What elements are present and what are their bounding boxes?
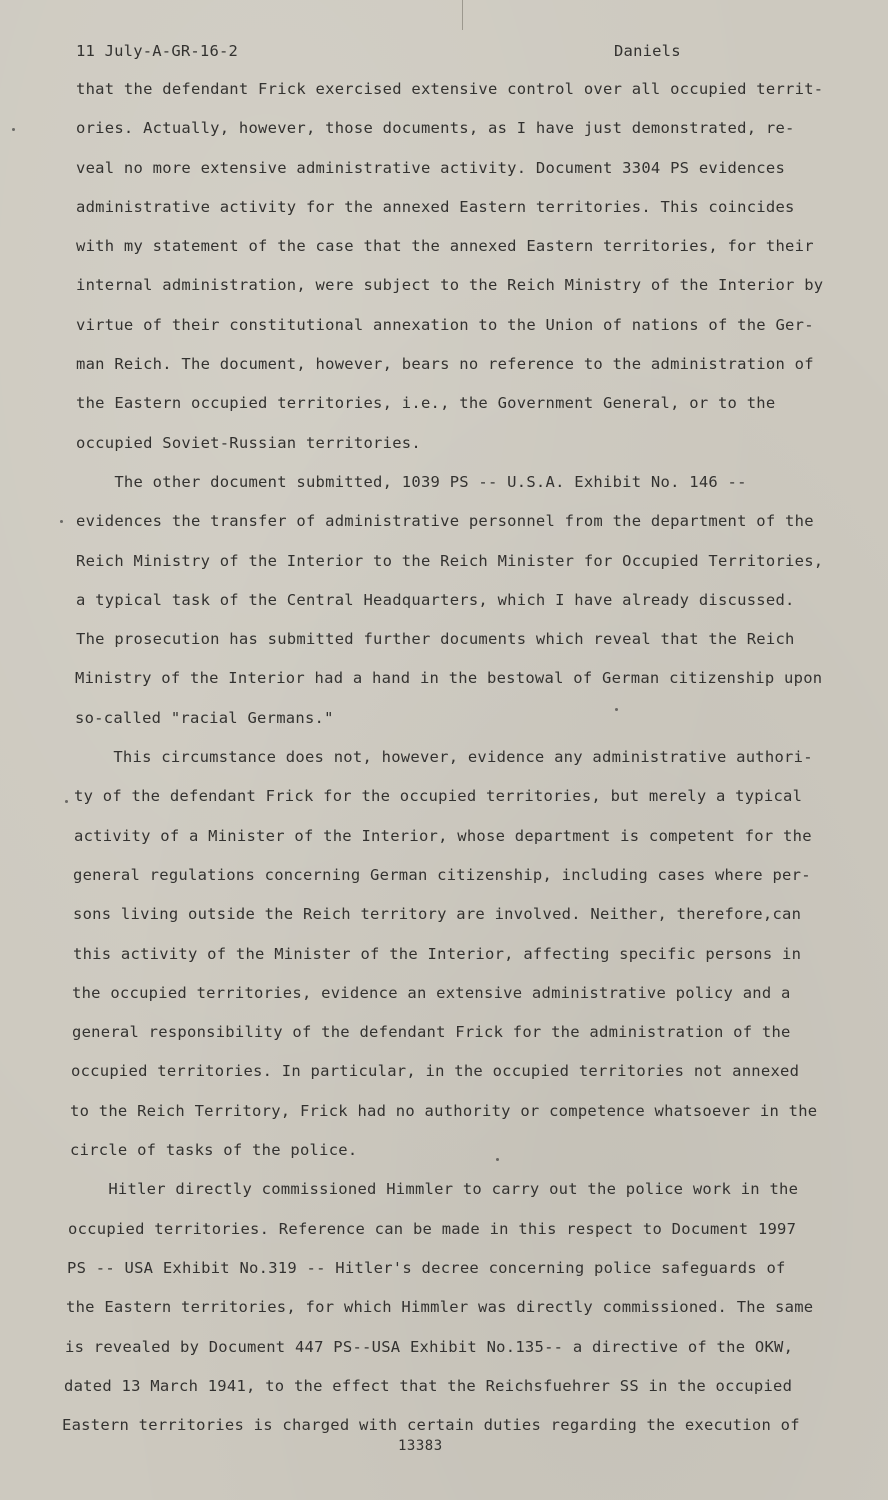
text-line: The prosecution has submitted further documents which reveal that the Reich [76, 630, 795, 649]
text-line: general regulations concerning German citizenship, including cases where per- [73, 865, 811, 884]
text-line: dated 13 March 1941, to the effect that the Reichsfuehrer SS in the occupied [64, 1376, 793, 1395]
text-line: general responsibility of the defendant Frick for the administration of the [72, 1023, 791, 1042]
text-line: This circumstance does not, however, evidence any administrative authori- [75, 748, 813, 767]
text-line: the Eastern territories, for which Himmler was directly commissioned. The same [66, 1298, 814, 1317]
text-line: ories. Actually, however, those documents, as I have just demonstrated, re- [76, 119, 795, 138]
text-line: the Eastern occupied territories, i.e., the Government General, or to the [76, 394, 776, 413]
paper-speck [496, 1158, 499, 1161]
text-line: man Reich. The document, however, bears no reference to the administration of [76, 355, 814, 374]
paper-speck [65, 800, 68, 803]
text-line: Eastern territories is charged with certain duties regarding the execution of [62, 1416, 800, 1435]
text-line: with my statement of the case that the annexed Eastern territories, for their [76, 237, 814, 256]
text-line: is revealed by Document 447 PS--USA Exhibit No.135-- a directive of the OKW, [65, 1337, 794, 1356]
text-line: occupied Soviet-Russian territories. [76, 433, 421, 452]
text-line: activity of a Minister of the Interior, whose department is competent for the [74, 826, 812, 845]
text-line: this activity of the Minister of the Interior, affecting specific persons in [73, 944, 802, 963]
text-line: ty of the defendant Frick for the occupied territories, but merely a typical [74, 787, 803, 806]
paper-speck [615, 708, 618, 711]
text-line: to the Reich Territory, Frick had no authority or competence whatsoever in the [70, 1101, 818, 1120]
text-line: that the defendant Frick exercised extensive control over all occupied territ- [76, 80, 824, 98]
text-line: a typical task of the Central Headquarters, which I have already discussed. [76, 590, 795, 609]
paper-speck [60, 520, 63, 523]
header-session-code: 11 July-A-GR-16-2 [76, 42, 239, 60]
header-speaker-name: Daniels [614, 42, 681, 60]
text-line: The other document submitted, 1039 PS -- U.S.A. Exhibit No. 146 -- [76, 472, 747, 491]
text-line: Hitler directly commissioned Himmler to carry out the police work in the [70, 1180, 799, 1199]
text-line: administrative activity for the annexed Eastern territories. This coincides [76, 197, 795, 216]
text-line: so-called "racial Germans." [75, 708, 334, 727]
text-line: occupied territories. In particular, in the occupied territories not annexed [71, 1062, 800, 1081]
text-line: Reich Ministry of the Interior to the Reich Minister for Occupied Territories, [76, 551, 824, 570]
text-line: evidences the transfer of administrative personnel from the department of the [76, 512, 814, 531]
paper-speck [12, 128, 15, 131]
text-line: veal no more extensive administrative activity. Document 3304 PS evidences [76, 158, 786, 177]
text-line: PS -- USA Exhibit No.319 -- Hitler's decree concerning police safeguards of [67, 1258, 786, 1277]
text-line: occupied territories. Reference can be made in this respect to Document 1997 [68, 1219, 797, 1238]
document-body [60, 70, 840, 1445]
text-line: sons living outside the Reich territory are involved. Neither, therefore,can [73, 905, 802, 924]
text-line: circle of tasks of the police. [70, 1141, 358, 1160]
page-header [76, 42, 686, 64]
text-line: internal administration, were subject to the Reich Ministry of the Interior by [76, 276, 824, 295]
page-number: 13383 [398, 1438, 443, 1454]
text-line: Ministry of the Interior had a hand in the bestowal of German citizenship upon [75, 669, 823, 688]
text-line: virtue of their constitutional annexation to the Union of nations of the Ger- [76, 315, 814, 334]
text-line: the occupied territories, evidence an extensive administrative policy and a [72, 983, 791, 1002]
page-fold-mark [462, 0, 463, 30]
